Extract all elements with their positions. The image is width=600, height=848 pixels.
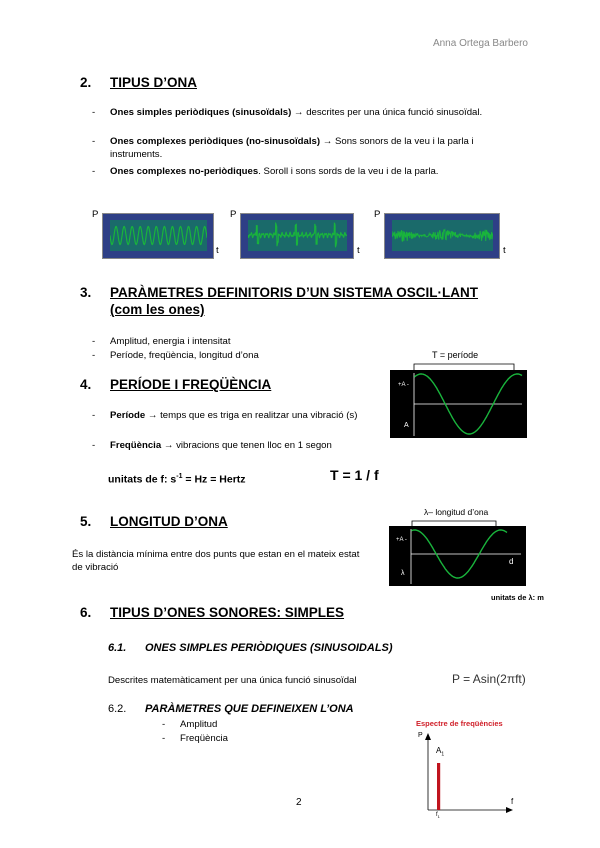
units-exponent: -1 <box>176 473 183 480</box>
section-3-heading <box>80 285 530 321</box>
list-item: - Període, freqüència, longitud d’ona <box>92 349 392 363</box>
subsection-6-1-heading <box>108 642 438 654</box>
axis-label-plus-a: +A - <box>396 537 407 543</box>
page-number: 2 <box>296 797 302 808</box>
wavelength-figure <box>389 526 526 586</box>
section-number: 5. <box>80 514 92 529</box>
spectrum-axis-f: f <box>511 797 514 806</box>
item-text: → descrites per una única funció sinusoïdal. <box>291 107 483 118</box>
list-item: - Amplitud, energia i intensitat <box>92 335 392 349</box>
subsection-6-2-heading <box>108 703 438 715</box>
period-figure <box>390 370 539 438</box>
axis-label-t: t <box>216 245 219 256</box>
noise-trace <box>392 230 493 241</box>
section-number: 4. <box>80 377 92 392</box>
frequency-units <box>108 473 308 489</box>
item-term: Ones simples periòdiques (sinusoïdals) <box>110 107 292 118</box>
axis-label-a: A <box>404 422 409 429</box>
item-term: Període <box>110 410 146 421</box>
list-item: - Període → temps que es triga en realitzar una vibració (s) <box>92 410 358 421</box>
subsection-number: 6.2. <box>108 703 127 715</box>
item-text: Freqüència <box>180 733 228 744</box>
list-item: - Freqüència <box>162 732 362 746</box>
section-6-heading <box>80 605 430 623</box>
axis-label-p: P <box>230 209 237 220</box>
author-name: Anna Ortega Barbero <box>432 38 528 49</box>
list-item: - Freqüència → vibracions que tenen lloc en 1 segon <box>92 440 332 451</box>
wavelength-definition: És la distància mínima entre dos punts que estan en el mateix estat de vibració <box>72 549 360 573</box>
spectrum-bar <box>437 763 440 810</box>
list-item: - Ones complexes no-periòdiques. Soroll i sons sords de la veu i de la parla. <box>92 166 439 177</box>
item-term: Ones complexes no-periòdiques <box>110 166 259 177</box>
amplitude-subscript: 1 <box>441 751 445 758</box>
axis-label-t: t <box>536 406 539 415</box>
item-text: Període, freqüència, longitud d’ona <box>110 350 259 361</box>
wave-image-noise <box>374 208 513 258</box>
section-number: 2. <box>80 75 92 90</box>
section-title: PERÍODE I FREQÜÈNCIA <box>110 377 272 392</box>
frequency-symbol: f <box>436 812 438 818</box>
wave-image-complex-periodic <box>230 208 366 258</box>
sine-formula: P = Asin(2πft) <box>452 672 526 686</box>
item-term: Freqüència <box>110 440 162 451</box>
sinusoidal-description: Descrites matemàticament per una única funció sinusoïdal <box>108 675 357 686</box>
spectrum-title: Espectre de freqüències <box>416 719 503 728</box>
wavelength-caption: λ– longitud d’ona <box>424 507 489 517</box>
subsection-title: PARÀMETRES QUE DEFINEIXEN L’ONA <box>145 703 354 715</box>
amplitude-symbol: A <box>436 746 442 755</box>
section-number: 3. <box>80 285 92 300</box>
axis-label-t: t <box>357 245 360 256</box>
subsection-title: ONES SIMPLES PERIÒDIQUES (SINUSOIDALS) <box>145 642 393 654</box>
item-text: → vibracions que tenen lloc en 1 segon <box>161 440 332 451</box>
units-rest: = Hz = Hertz <box>182 473 246 486</box>
section-title: LONGITUD D’ONA <box>110 514 228 529</box>
frequency-label <box>436 812 440 819</box>
list-item: - Ones complexes periòdiques (no-sinusoïdals) → Sons sonors de la veu i la parla i instruments. <box>92 136 474 160</box>
item-text: → Sons sonors de la veu i la parla i instruments. <box>110 136 474 160</box>
item-text: . Soroll i sons sords de la veu i de la parla. <box>258 166 439 177</box>
wavelength-units: unitats de λ: m <box>491 593 544 602</box>
spectrum-axis-p: P <box>418 732 423 739</box>
section-4-heading <box>80 377 380 395</box>
complex-trace <box>248 223 347 246</box>
list-item: - Ones simples periòdiques (sinusoïdals) → descrites per una única funció sinusoïdal. <box>92 107 483 118</box>
axis-label-d: d <box>509 557 514 566</box>
axis-label-p: P <box>92 209 99 220</box>
frequency-subscript: 1 <box>437 814 440 820</box>
section-2-heading <box>80 75 480 93</box>
section-title-cont: (com les ones) <box>110 302 205 317</box>
section-title: TIPUS D’ONES SONORES: SIMPLES <box>110 605 345 620</box>
section-title: PARÀMETRES DEFINITORIS D’UN SISTEMA OSCIL·LANT <box>110 285 479 300</box>
wave-image-simple <box>92 208 226 258</box>
list-item: - Amplitud <box>162 718 362 732</box>
axis-label-t: t <box>503 245 506 256</box>
axis-label-p: P <box>374 209 381 220</box>
item-text: Amplitud, energia i intensitat <box>110 336 231 347</box>
period-caption: T = període <box>432 350 479 360</box>
item-text: → temps que es triga en realitzar una vibració (s) <box>145 410 358 421</box>
axis-label-plus-a: +A - <box>398 382 409 388</box>
axis-label-lambda: λ <box>401 570 405 577</box>
item-term: Ones complexes periòdiques (no-sinusoïdals) <box>110 136 321 147</box>
item-text: Amplitud <box>180 719 218 730</box>
amplitude-label <box>436 746 444 758</box>
units-label: unitats de f: s <box>108 473 177 486</box>
spectrum-figure <box>410 730 530 826</box>
period-formula: T = 1 / f <box>330 467 379 483</box>
section-5-heading <box>80 514 380 532</box>
section-title: TIPUS D’ONA <box>110 75 198 90</box>
sine-trace <box>110 227 207 245</box>
subsection-number: 6.1. <box>108 642 127 654</box>
section-number: 6. <box>80 605 92 620</box>
